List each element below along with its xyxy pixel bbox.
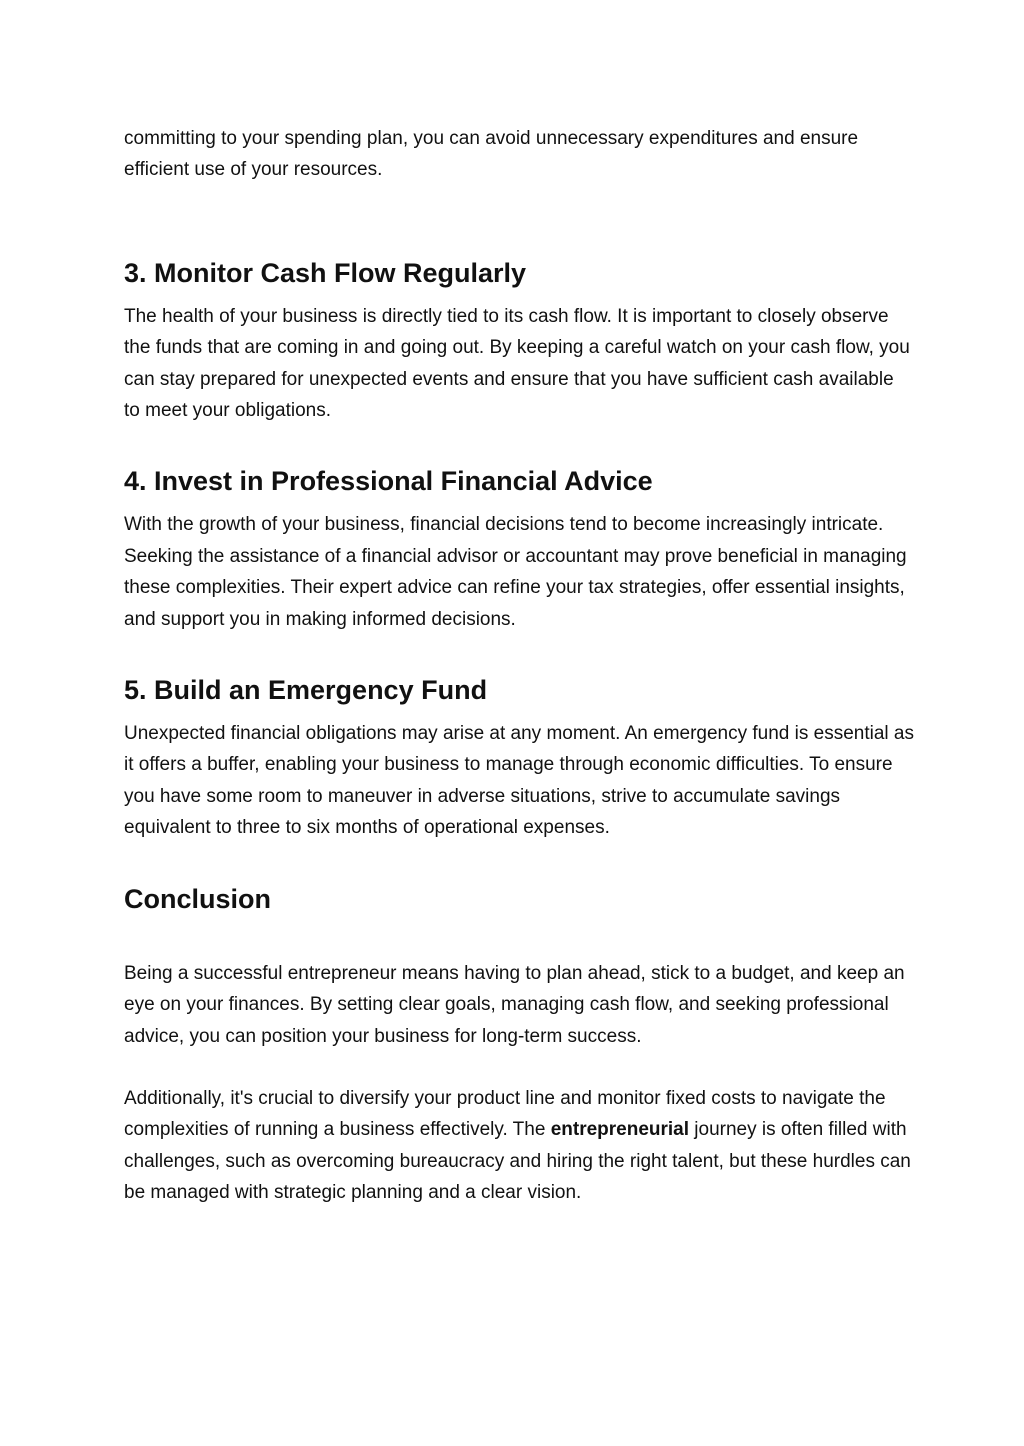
section-heading: 3. Monitor Cash Flow Regularly [124,257,527,288]
conclusion-paragraph-2-start: Additionally, it's crucial to diversify your product line and monitor fixed costs to navigate the complexities of running a business effectively. The [124,1087,886,1141]
section-body: With the growth of your business, financial decisions tend to become increasingly intricate. Seeking the assistance of a financial advisor or accountant may prove beneficial in managing these complexities. Their expert advice can refine your tax strategies, offer essential insights, and support you in making informed decisions. [124,514,907,630]
section-emergency-fund [124,673,914,844]
conclusion-section [124,882,914,1209]
conclusion-heading: Conclusion [124,883,271,914]
section-body: Unexpected financial obligations may arise at any moment. An emergency fund is essential as it offers a buffer, enabling your business to manage through economic difficulties. To ensure you have some room to maneuver in adverse situations, strive to accumulate savings equivalent to three to six months of operational expenses. [124,723,914,839]
entrepreneurial-link-text: entrepreneurial [550,1119,690,1141]
conclusion-paragraph-2 [124,1083,914,1209]
section-financial-advice [124,464,914,635]
section-body: The health of your business is directly tied to its cash flow. It is important to closely observe the funds that are coming in and going out. By keeping a careful watch on your cash flow, you can stay prepared for unexpected events and ensure that you have sufficient cash available to meet your obligations. [124,305,910,422]
section-heading: 4. Invest in Professional Financial Advice [124,466,653,497]
conclusion-paragraph-2-end: journey is often filled with challenges, such as overcoming bureaucracy and hiring the right talent, but these hurdles can be managed with strategic planning and a clear vision. [124,1119,911,1204]
section-monitor-cash-flow [124,256,914,427]
intro-paragraph: committing to your spending plan, you can avoid unnecessary expenditures and ensure efficient use of your resources. [124,128,859,181]
section-heading: 5. Build an Emergency Fund [124,675,488,706]
conclusion-paragraph-1: Being a successful entrepreneur means having to plan ahead, stick to a budget, and keep an eye on your finances. By setting clear goals, managing cash flow, and seeking professional advice, you can position your business for long-term success. [124,962,905,1047]
